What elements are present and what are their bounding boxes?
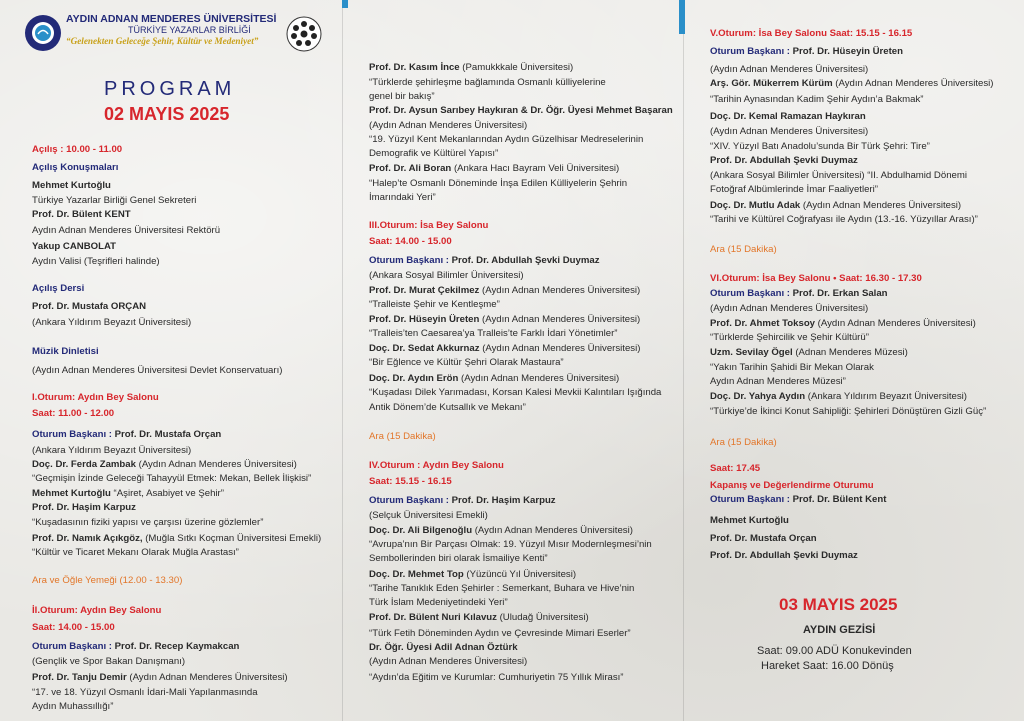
- speaker-name: [32, 672, 288, 684]
- speaker-name: [710, 515, 789, 527]
- program-text: [32, 365, 282, 377]
- speaker-name-text: Prof. Dr. Abdullah Şevki Duymaz: [710, 550, 858, 561]
- session-heading-text: Saat: 14.00 - 15.00: [369, 236, 452, 247]
- program-text-text: “Tarihin Aynasından Kadim Şehir Aydın’a Bakmak”: [710, 94, 924, 105]
- session-heading: [710, 463, 760, 475]
- program-text: [369, 328, 617, 340]
- speaker-name-text: Prof. Dr. Tanju Demir: [32, 672, 127, 683]
- session-heading: [32, 605, 161, 617]
- speaker-name: [32, 459, 297, 471]
- program-text: [710, 64, 868, 76]
- section-heading: [710, 494, 886, 506]
- section-heading-text: Oturum Başkanı :: [369, 255, 452, 266]
- chair-name: Prof. Dr. Abdullah Şevki Duymaz: [451, 255, 600, 266]
- affiliation-text: (Adnan Menderes Müzesi): [792, 347, 908, 358]
- program-text-text: “Türkiye’de İkinci Konut Sahipliği: Şehirleri Dönüştüren Gizli Güç”: [710, 406, 987, 417]
- program-text-text: “Aydın’da Eğitim ve Kurumlar: Cumhuriyetin 75 Yıllık Mirası”: [369, 672, 624, 683]
- session-heading: [710, 480, 874, 492]
- speaker-name-text: Prof. Dr. Murat Çekilmez: [369, 285, 480, 296]
- program-text: [32, 517, 263, 529]
- session-heading-text: Saat: 11.00 - 12.00: [32, 408, 115, 419]
- speaker-name-text: Mehmet Kurtoğlu: [32, 180, 111, 191]
- program-text: [369, 583, 634, 595]
- program-text-text: “Türklerde Şehircilik ve Şehir Kültürü”: [710, 332, 869, 343]
- program-text: [369, 148, 498, 160]
- speaker-name-text: Doç. Dr. Aydın Erön: [369, 373, 459, 384]
- program-text: [32, 473, 311, 485]
- session-heading: [32, 144, 122, 156]
- session-heading-text: İI.Oturum: Aydın Bey Salonu: [32, 605, 162, 616]
- speaker-name: [369, 163, 619, 175]
- program-text: [32, 225, 220, 237]
- program-text: [32, 656, 185, 668]
- program-text-text: Demografik ve Kültürel Yapısı”: [369, 148, 499, 159]
- speaker-name-text: Prof. Dr. Kasım İnce: [369, 62, 460, 73]
- speaker-name: [710, 347, 908, 359]
- speaker-name-text: Prof. Dr. Ali Boran: [369, 163, 452, 174]
- program-text: [710, 126, 868, 138]
- speaker-name: [710, 200, 961, 212]
- affiliation-text: (Aydın Adnan Menderes Üniversitesi): [126, 672, 288, 683]
- program-text-text: “19. Yüzyıl Kent Mekanlarından Aydın Güzelhisar Medreselerinin: [369, 134, 644, 145]
- session-heading-text: VI.Oturum: İsa Bey Salonu • Saat: 16.30 - 17.30: [710, 273, 922, 284]
- program-text: [369, 597, 508, 609]
- section-heading: [32, 641, 239, 653]
- fold-line: [683, 0, 684, 721]
- speaker-name: [369, 105, 673, 117]
- program-text: [369, 77, 606, 89]
- speaker-name-text: Doç. Dr. Ali Bilgenoğlu: [369, 525, 473, 536]
- speaker-name-text: Prof. Dr. Bülent Nuri Kılavuz: [369, 612, 497, 623]
- program-text: [32, 317, 191, 329]
- speaker-name-text: Prof. Dr. Ahmet Toksoy: [710, 318, 816, 329]
- program-text-text: “Türk Fetih Döneminden Aydın ve Çevresinde Mimari Eserler”: [369, 628, 631, 639]
- program-text-text: (Aydın Adnan Menderes Üniversitesi): [710, 303, 869, 314]
- session-heading: [369, 220, 488, 232]
- speaker-name: [369, 285, 640, 297]
- program-text-text: (Ankara Sosyal Bilimler Üniversitesi): [369, 270, 524, 281]
- chair-name: Prof. Dr. Hüseyin Üreten: [792, 46, 903, 57]
- speaker-name-text: Doç. Dr. Mehmet Top: [369, 569, 464, 580]
- speaker-name: [710, 318, 976, 330]
- program-text-text: “Tarihi ve Kültürel Coğrafyası ile Aydın (13.-16. Yüzyıllar Arası)”: [710, 214, 978, 225]
- program-title: PROGRAM: [104, 78, 236, 100]
- break-label: [710, 437, 777, 449]
- program-text-text: Antik Dönem’de Kutsallık ve Mekanı”: [369, 402, 526, 413]
- program-text: [369, 192, 436, 204]
- program-text: [32, 445, 191, 457]
- affiliation-text: “Aşiret, Asabiyet ve Şehir”: [110, 488, 224, 499]
- university-logo-icon: [24, 14, 62, 52]
- program-text-text: (Aydın Adnan Menderes Üniversitesi): [710, 126, 869, 137]
- speaker-name-text: Doç. Dr. Mutlu Adak: [710, 200, 801, 211]
- affiliation-text: (Aydın Adnan Menderes Üniversitesi): [458, 373, 620, 384]
- chair-name: Prof. Dr. Erkan Salan: [792, 288, 888, 299]
- section-heading-text: Oturum Başkanı :: [710, 46, 793, 57]
- affiliation-text: (Aydın Adnan Menderes Üniversitesi): [479, 285, 641, 296]
- blue-accent-bar: [679, 0, 685, 34]
- program-text-text: “Tarihe Tanıklık Eden Şehirler : Semerkant, Buhara ve Hive’nin: [369, 583, 635, 594]
- program-text: [369, 134, 643, 146]
- program-text-text: “Halep’te Osmanlı Döneminde İnşa Edilen Külliyelerin Şehrin: [369, 178, 628, 189]
- speaker-name-text: Prof. Dr. Mustafa ORÇAN: [32, 301, 147, 312]
- section-heading: [710, 46, 903, 58]
- program-text-text: “Tralleiste Şehir ve Kentleşme”: [369, 299, 500, 310]
- program-text-text: “Kültür ve Ticaret Mekanı Olarak Muğla Arastası”: [32, 547, 239, 558]
- speaker-name: [369, 569, 576, 581]
- affiliation-text: (Ankara Yıldırım Beyazıt Üniversitesi): [805, 391, 967, 402]
- program-text-text: İmarındaki Yeri”: [369, 192, 436, 203]
- program-text-text: (Aydın Adnan Menderes Üniversitesi): [710, 64, 869, 75]
- trip-return: Hareket Saat: 16.00 Dönüş: [761, 660, 894, 672]
- speaker-name-text: Mehmet Kurtoğlu: [710, 515, 789, 526]
- program-text: [32, 256, 160, 268]
- program-text-text: Aydın Adnan Menderes Üniversitesi Rektörü: [32, 225, 221, 236]
- speaker-name-text: Prof. Dr. Haşim Karpuz: [32, 502, 136, 513]
- speaker-name: [369, 62, 573, 74]
- program-text: [369, 120, 527, 132]
- affiliation-text: (Yüzüncü Yıl Üniversitesi): [463, 569, 577, 580]
- program-text: [710, 170, 967, 182]
- speaker-name: [32, 180, 111, 192]
- affiliation-text: (Muğla Sıtkı Koçman Üniversitesi Emekli): [142, 533, 322, 544]
- break-label: [710, 244, 777, 256]
- fold-line: [342, 0, 343, 721]
- program-text: [369, 387, 661, 399]
- program-text: [710, 332, 869, 344]
- speaker-name: [32, 488, 224, 500]
- program-text-text: (Aydın Adnan Menderes Üniversitesi): [369, 120, 528, 131]
- program-text-text: “Kuşadası Dilek Yarımadası, Korsan Kalesi Mevkii Kalıntıları Işığında: [369, 387, 662, 398]
- speaker-name-text: Arş. Gör. Mükerrem Kürüm: [710, 78, 833, 89]
- program-text-text: Aydın Muhassıllığı”: [32, 701, 114, 712]
- slogan: “Gelenekten Geleceğe Şehir, Kültür ve Medeniyet”: [66, 36, 259, 46]
- speaker-name: [369, 612, 589, 624]
- program-text-text: Türkiye Yazarlar Birliği Genel Sekreteri: [32, 195, 197, 206]
- speaker-name-text: Prof. Dr. Abdullah Şevki Duymaz: [710, 155, 858, 166]
- section-heading-text: Oturum Başkanı :: [710, 494, 793, 505]
- session-heading: [32, 392, 159, 404]
- speaker-name: [369, 343, 640, 355]
- program-text: [710, 406, 986, 418]
- speaker-name: [710, 155, 858, 167]
- program-text-text: (Aydın Adnan Menderes Üniversitesi): [369, 656, 528, 667]
- day2-date: 03 MAYIS 2025: [779, 595, 898, 614]
- program-text-text: “Geçmişin İzinde Geleceği Tahayyül Etmek: Mekan, Bellek İlişkisi”: [32, 473, 312, 484]
- program-text-text: “Türklerde şehirleşme bağlamında Osmanlı külliyelerine: [369, 77, 606, 88]
- program-text: [710, 141, 930, 153]
- program-text-text: genel bir bakış”: [369, 91, 435, 102]
- blue-accent-bar: [342, 0, 348, 8]
- program-text-text: (Ankara Yıldırım Beyazıt Üniversitesi): [32, 445, 192, 456]
- program-text: [32, 195, 196, 207]
- program-text: [710, 303, 868, 315]
- speaker-name: [369, 373, 619, 385]
- program-text: [369, 510, 488, 522]
- section-heading: [32, 429, 221, 441]
- speaker-name: [710, 533, 817, 545]
- session-heading-text: Kapanış ve Değerlendirme Oturumu: [710, 480, 874, 491]
- speaker-name-text: Prof. Dr. Bülent KENT: [32, 209, 131, 220]
- session-heading: [369, 476, 452, 488]
- speaker-name-text: Doç. Dr. Yahya Aydın: [710, 391, 806, 402]
- affiliation-text: (Aydın Adnan Menderes Üniversitesi): [135, 459, 297, 470]
- program-text-text: Fotoğraf Albümlerinde İmar Faaliyetleri”: [710, 184, 878, 195]
- section-heading-text: Açılış Dersi: [32, 283, 85, 294]
- affiliation-text: (Aydın Adnan Menderes Üniversitesi): [815, 318, 976, 329]
- session-heading: [32, 408, 114, 420]
- affiliation-text: (Aydın Adnan Menderes Üniversitesi): [479, 343, 641, 354]
- speaker-name-text: Prof. Dr. Namık Açıkgöz,: [32, 533, 143, 544]
- speaker-name: [32, 533, 321, 545]
- program-text: [710, 184, 878, 196]
- program-text: [369, 178, 627, 190]
- program-text-text: “XIV. Yüzyıl Batı Anadolu’sunda Bir Türk Şehri: Tire”: [710, 141, 930, 152]
- chair-name: Prof. Dr. Recep Kaymakcan: [114, 641, 240, 652]
- program-text: [369, 402, 526, 414]
- break-label-text: Ara (15 Dakika): [369, 431, 436, 442]
- speaker-name: [369, 314, 640, 326]
- speaker-name: [32, 301, 146, 313]
- session-heading: [710, 28, 912, 40]
- program-text: [710, 362, 874, 374]
- speaker-name: [369, 525, 633, 537]
- speaker-name-text: Uzm. Sevilay Ögel: [710, 347, 793, 358]
- section-heading: [32, 346, 99, 358]
- session-heading-text: III.Oturum: İsa Bey Salonu: [369, 220, 489, 231]
- program-text: [369, 553, 548, 565]
- break-label: [32, 575, 182, 587]
- speaker-name-text: Doç. Dr. Sedat Akkurnaz: [369, 343, 480, 354]
- section-heading-text: Oturum Başkanı :: [32, 641, 115, 652]
- section-heading: [369, 495, 556, 507]
- chair-name: Prof. Dr. Mustafa Orçan: [114, 429, 222, 440]
- speaker-name: [710, 78, 994, 90]
- session-heading-text: Açılış : 10.00 - 11.00: [32, 144, 123, 155]
- affiliation-text: (Aydın Adnan Menderes Üniversitesi): [832, 78, 994, 89]
- session-heading: [369, 236, 452, 248]
- session-heading-text: IV.Oturum : Aydın Bey Salonu: [369, 460, 504, 471]
- program-text: [32, 547, 239, 559]
- trip-departure: Saat: 09.00 ADÜ Konukevinden: [757, 645, 912, 657]
- speaker-name: [369, 642, 518, 654]
- speaker-name-text: Dr. Öğr. Üyesi Adil Adnan Öztürk: [369, 642, 518, 653]
- speaker-name-text: Prof. Dr. Hüseyin Üreten: [369, 314, 480, 325]
- session-heading-text: Saat: 17.45: [710, 463, 761, 474]
- program-text-text: (Ankara Yıldırım Beyazıt Üniversitesi): [32, 317, 192, 328]
- affiliation-text: (Aydın Adnan Menderes Üniversitesi): [479, 314, 641, 325]
- program-text: [369, 270, 524, 282]
- program-text: [369, 539, 652, 551]
- program-text: [710, 214, 978, 226]
- section-heading: [710, 288, 888, 300]
- section-heading-text: Oturum Başkanı :: [369, 495, 452, 506]
- session-heading: [710, 273, 922, 285]
- program-text: [32, 701, 113, 713]
- session-heading: [32, 622, 115, 634]
- break-label-text: Ara ve Öğle Yemeği (12.00 - 13.30): [32, 575, 183, 586]
- program-text-text: “Avrupa’nın Bir Parçası Olmak: 19. Yüzyıl Mısır Modernleşmesi’nin: [369, 539, 652, 550]
- session-heading: [369, 460, 504, 472]
- program-text-text: “Kuşadasının fiziki yapısı ve çarşısı üzerine gözlemler”: [32, 517, 264, 528]
- affiliation-text: (Pamukkkale Üniversitesi): [459, 62, 574, 73]
- program-text-text: “Bir Eğlence ve Kültür Şehri Olarak Mastaura”: [369, 357, 564, 368]
- section-heading: [32, 162, 118, 174]
- program-text: [369, 299, 500, 311]
- program-text: [369, 672, 624, 684]
- program-text-text: Türk İslam Medeniyetindeki Yeri”: [369, 597, 508, 608]
- section-heading-text: Oturum Başkanı :: [32, 429, 115, 440]
- affiliation-text: (Uludağ Üniversitesi): [496, 612, 589, 623]
- affiliation-text: (Aydın Adnan Menderes Üniversitesi): [800, 200, 962, 211]
- section-heading-text: Oturum Başkanı :: [710, 288, 793, 299]
- association-name: TÜRKİYE YAZARLAR BİRLİĞİ: [128, 25, 251, 35]
- chair-name: Prof. Dr. Haşim Karpuz: [451, 495, 556, 506]
- speaker-name-text: Yakup CANBOLAT: [32, 241, 117, 252]
- speaker-name: [710, 550, 858, 562]
- speaker-name: [710, 391, 967, 403]
- program-text: [369, 357, 564, 369]
- program-text: [710, 376, 846, 388]
- program-text: [369, 628, 631, 640]
- affiliation-text: (Ankara Hacı Bayram Veli Üniversitesi): [451, 163, 620, 174]
- program-text-text: (Ankara Sosyal Bilimler Üniversitesi) “II. Abdulhamid Dönemi: [710, 170, 967, 181]
- speaker-name: [32, 502, 136, 514]
- speaker-name: [710, 111, 866, 123]
- event-date: 02 MAYIS 2025: [104, 104, 230, 124]
- break-label-text: Ara (15 Dakika): [710, 437, 777, 448]
- program-text-text: “Tralleis’ten Caesarea’ya Tralleis’te Farklı İdari Yönetimler”: [369, 328, 618, 339]
- session-heading-text: V.Oturum: İsa Bey Salonu Saat: 15.15 - 16.15: [710, 28, 913, 39]
- break-label-text: Ara (15 Dakika): [710, 244, 777, 255]
- program-text-text: Aydın Valisi (Teşrifleri halinde): [32, 256, 160, 267]
- affiliation-text: (Aydın Adnan Menderes Üniversitesi): [472, 525, 633, 536]
- program-text-text: (Aydın Adnan Menderes Üniversitesi Devlet Konservatuarı): [32, 365, 283, 376]
- speaker-name-text: Prof. Dr. Aysun Sarıbey Haykıran & Dr. Öğr. Üyesi Mehmet Başaran: [369, 105, 673, 116]
- program-text: [710, 94, 924, 106]
- break-label: [369, 431, 436, 443]
- section-heading: [369, 255, 600, 267]
- speaker-name-text: Doç. Dr. Kemal Ramazan Haykıran: [710, 111, 866, 122]
- session-heading-text: I.Oturum: Aydın Bey Salonu: [32, 392, 159, 403]
- speaker-name-text: Doç. Dr. Ferda Zambak: [32, 459, 136, 470]
- session-heading-text: Saat: 14.00 - 15.00: [32, 622, 115, 633]
- section-heading: [32, 283, 84, 295]
- speaker-name: [32, 209, 131, 221]
- program-text: [369, 656, 527, 668]
- chair-name: Prof. Dr. Bülent Kent: [792, 494, 887, 505]
- program-text-text: (Selçuk Üniversitesi Emekli): [369, 510, 488, 521]
- section-heading-text: Açılış Konuşmaları: [32, 162, 119, 173]
- association-logo-icon: [286, 16, 322, 52]
- program-text-text: “Yakın Tarihin Şahidi Bir Mekan Olarak: [710, 362, 874, 373]
- section-heading-text: Müzik Dinletisi: [32, 346, 99, 357]
- speaker-name: [32, 241, 116, 253]
- program-text: [369, 91, 435, 103]
- speaker-name-text: Mehmet Kurtoğlu: [32, 488, 111, 499]
- program-text-text: Sembollerinden biri olarak İsmailiye Kenti”: [369, 553, 548, 564]
- program-text-text: “17. ve 18. Yüzyıl Osmanlı İdari-Mali Yapılanmasında: [32, 687, 258, 698]
- program-text: [32, 687, 258, 699]
- trip-title: AYDIN GEZİSİ: [803, 624, 876, 636]
- program-text-text: (Gençlik ve Spor Bakan Danışmanı): [32, 656, 186, 667]
- program-text-text: Aydın Adnan Menderes Müzesi”: [710, 376, 846, 387]
- speaker-name-text: Prof. Dr. Mustafa Orçan: [710, 533, 817, 544]
- university-name: AYDIN ADNAN MENDERES ÜNİVERSİTESİ: [66, 13, 277, 25]
- session-heading-text: Saat: 15.15 - 16.15: [369, 476, 452, 487]
